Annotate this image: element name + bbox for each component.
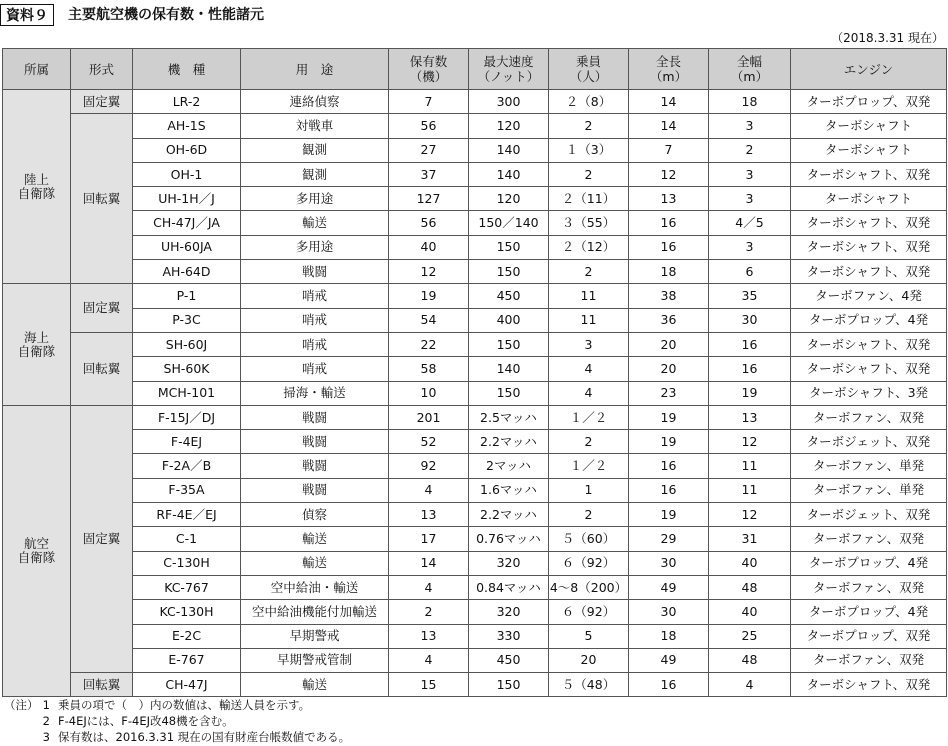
- length-cell: 20: [629, 332, 709, 356]
- count-cell: 13: [389, 503, 469, 527]
- model-cell: KC-767: [133, 575, 241, 599]
- header-speed: 最大速度 （ノット）: [469, 49, 549, 90]
- org-cell: 航空 自衛隊: [3, 405, 71, 697]
- engine-cell: ターボファン、双発: [791, 575, 947, 599]
- model-cell: UH-60JA: [133, 235, 241, 259]
- count-cell: 92: [389, 454, 469, 478]
- length-cell: 13: [629, 187, 709, 211]
- crew-cell: ５（60）: [549, 527, 629, 551]
- engine-cell: ターボシャフト、双発: [791, 211, 947, 235]
- crew-cell: 2: [549, 260, 629, 284]
- speed-cell: 450: [469, 284, 549, 308]
- speed-cell: 150: [469, 332, 549, 356]
- speed-cell: 0.84マッハ: [469, 575, 549, 599]
- speed-cell: 120: [469, 114, 549, 138]
- length-cell: 18: [629, 624, 709, 648]
- table-row: [3, 503, 947, 527]
- count-cell: 56: [389, 211, 469, 235]
- engine-cell: ターボプロップ、4発: [791, 600, 947, 624]
- count-cell: 27: [389, 138, 469, 162]
- model-cell: F-4EJ: [133, 430, 241, 454]
- use-cell: 観測: [241, 162, 389, 186]
- count-cell: 127: [389, 187, 469, 211]
- crew-cell: 2: [549, 503, 629, 527]
- speed-cell: 150: [469, 260, 549, 284]
- width-cell: 3: [709, 162, 791, 186]
- speed-cell: 450: [469, 648, 549, 672]
- length-cell: 16: [629, 211, 709, 235]
- use-cell: 輸送: [241, 551, 389, 575]
- model-cell: OH-6D: [133, 138, 241, 162]
- speed-cell: 0.76マッハ: [469, 527, 549, 551]
- length-cell: 49: [629, 575, 709, 599]
- length-cell: 20: [629, 357, 709, 381]
- table-row: [3, 575, 947, 599]
- model-cell: SH-60J: [133, 332, 241, 356]
- speed-cell: 400: [469, 308, 549, 332]
- length-cell: 18: [629, 260, 709, 284]
- crew-cell: 20: [549, 648, 629, 672]
- table-row: [3, 187, 947, 211]
- use-cell: 戦闘: [241, 454, 389, 478]
- header-crew: 乗員 （人）: [549, 49, 629, 90]
- count-cell: 37: [389, 162, 469, 186]
- width-cell: 40: [709, 600, 791, 624]
- document-title: 主要航空機の保有数・性能諸元: [68, 7, 264, 23]
- as-of-date: （2018.3.31 現在）: [831, 31, 944, 45]
- notes-prefix: （注）: [4, 698, 39, 712]
- use-cell: 連絡偵察: [241, 90, 389, 114]
- count-cell: 40: [389, 235, 469, 259]
- engine-cell: ターボシャフト、双発: [791, 260, 947, 284]
- use-cell: 戦闘: [241, 430, 389, 454]
- count-cell: 4: [389, 478, 469, 502]
- engine-cell: ターボプロップ、双発: [791, 90, 947, 114]
- count-cell: 7: [389, 90, 469, 114]
- table-row: [3, 90, 947, 114]
- crew-cell: 2: [549, 162, 629, 186]
- length-cell: 14: [629, 114, 709, 138]
- crew-cell: １（3）: [549, 138, 629, 162]
- speed-cell: 150: [469, 235, 549, 259]
- header-length: 全長 （m）: [629, 49, 709, 90]
- length-cell: 16: [629, 454, 709, 478]
- table-row: [3, 284, 947, 308]
- model-cell: LR-2: [133, 90, 241, 114]
- width-cell: 16: [709, 332, 791, 356]
- count-cell: 54: [389, 308, 469, 332]
- engine-cell: ターボシャフト、双発: [791, 673, 947, 697]
- use-cell: 空中給油・輸送: [241, 575, 389, 599]
- width-cell: 18: [709, 90, 791, 114]
- count-cell: 52: [389, 430, 469, 454]
- speed-cell: 1.6マッハ: [469, 478, 549, 502]
- width-cell: 48: [709, 648, 791, 672]
- width-cell: 19: [709, 381, 791, 405]
- use-cell: 多用途: [241, 187, 389, 211]
- model-cell: OH-1: [133, 162, 241, 186]
- engine-cell: ターボファン、単発: [791, 478, 947, 502]
- model-cell: MCH-101: [133, 381, 241, 405]
- table-row: [3, 527, 947, 551]
- table-header-row: [3, 49, 947, 90]
- engine-cell: ターボシャフト: [791, 114, 947, 138]
- engine-cell: ターボシャフト: [791, 187, 947, 211]
- kind-cell: 回転翼: [71, 673, 133, 697]
- speed-cell: 2.2マッハ: [469, 503, 549, 527]
- crew-cell: １／２: [549, 405, 629, 429]
- table-row: [3, 673, 947, 697]
- crew-cell: ５（48）: [549, 673, 629, 697]
- header-model: 機 種: [133, 49, 241, 90]
- use-cell: 早期警戒: [241, 624, 389, 648]
- width-cell: 31: [709, 527, 791, 551]
- use-cell: 掃海・輸送: [241, 381, 389, 405]
- table-row: [3, 551, 947, 575]
- engine-cell: ターボプロップ、4発: [791, 551, 947, 575]
- model-cell: AH-1S: [133, 114, 241, 138]
- count-cell: 201: [389, 405, 469, 429]
- length-cell: 16: [629, 478, 709, 502]
- speed-cell: 140: [469, 357, 549, 381]
- crew-cell: １／２: [549, 454, 629, 478]
- kind-cell: 固定翼: [71, 284, 133, 333]
- header-engine: エンジン: [791, 49, 947, 90]
- crew-cell: 4: [549, 357, 629, 381]
- engine-cell: ターボシャフト、双発: [791, 332, 947, 356]
- width-cell: 4／5: [709, 211, 791, 235]
- count-cell: 15: [389, 673, 469, 697]
- length-cell: 19: [629, 430, 709, 454]
- use-cell: 戦闘: [241, 260, 389, 284]
- count-cell: 4: [389, 575, 469, 599]
- speed-cell: 140: [469, 138, 549, 162]
- table-row: [3, 162, 947, 186]
- header-use: 用 途: [241, 49, 389, 90]
- model-cell: KC-130H: [133, 600, 241, 624]
- engine-cell: ターボファン、4発: [791, 284, 947, 308]
- speed-cell: 2.5マッハ: [469, 405, 549, 429]
- notes: [4, 697, 350, 745]
- use-cell: 輸送: [241, 527, 389, 551]
- use-cell: 偵察: [241, 503, 389, 527]
- crew-cell: 1: [549, 478, 629, 502]
- kind-cell: 回転翼: [71, 114, 133, 284]
- table-row: [3, 430, 947, 454]
- engine-cell: ターボジェット、双発: [791, 503, 947, 527]
- engine-cell: ターボプロップ、双発: [791, 624, 947, 648]
- speed-cell: 150: [469, 381, 549, 405]
- count-cell: 56: [389, 114, 469, 138]
- length-cell: 36: [629, 308, 709, 332]
- model-cell: F-35A: [133, 478, 241, 502]
- table-row: [3, 308, 947, 332]
- use-cell: 戦闘: [241, 478, 389, 502]
- model-cell: E-2C: [133, 624, 241, 648]
- engine-cell: ターボシャフト、3発: [791, 381, 947, 405]
- use-cell: 哨戒: [241, 357, 389, 381]
- model-cell: F-2A／B: [133, 454, 241, 478]
- length-cell: 7: [629, 138, 709, 162]
- speed-cell: 2.2マッハ: [469, 430, 549, 454]
- model-cell: F-15J／DJ: [133, 405, 241, 429]
- use-cell: 多用途: [241, 235, 389, 259]
- model-cell: C-130H: [133, 551, 241, 575]
- table-row: [3, 114, 947, 138]
- width-cell: 3: [709, 114, 791, 138]
- crew-cell: ２（12）: [549, 235, 629, 259]
- length-cell: 19: [629, 405, 709, 429]
- org-cell: 海上 自衛隊: [3, 284, 71, 405]
- crew-cell: 2: [549, 114, 629, 138]
- count-cell: 2: [389, 600, 469, 624]
- width-cell: 25: [709, 624, 791, 648]
- table-row: [3, 332, 947, 356]
- count-cell: 22: [389, 332, 469, 356]
- table-body: [3, 90, 947, 697]
- speed-cell: 150: [469, 673, 549, 697]
- crew-cell: 4: [549, 381, 629, 405]
- model-cell: AH-64D: [133, 260, 241, 284]
- length-cell: 19: [629, 503, 709, 527]
- speed-cell: 2マッハ: [469, 454, 549, 478]
- aircraft-table: [2, 48, 947, 697]
- crew-cell: 5: [549, 624, 629, 648]
- model-cell: P-3C: [133, 308, 241, 332]
- width-cell: 11: [709, 478, 791, 502]
- model-cell: P-1: [133, 284, 241, 308]
- table-row: [3, 405, 947, 429]
- length-cell: 14: [629, 90, 709, 114]
- use-cell: 哨戒: [241, 284, 389, 308]
- document-number-label: 資料９: [0, 4, 54, 26]
- use-cell: 哨戒: [241, 332, 389, 356]
- speed-cell: 300: [469, 90, 549, 114]
- count-cell: 4: [389, 648, 469, 672]
- width-cell: 3: [709, 235, 791, 259]
- width-cell: 13: [709, 405, 791, 429]
- speed-cell: 120: [469, 187, 549, 211]
- header-width: 全幅 （m）: [709, 49, 791, 90]
- table-row: [3, 454, 947, 478]
- count-cell: 19: [389, 284, 469, 308]
- width-cell: 12: [709, 430, 791, 454]
- use-cell: 戦闘: [241, 405, 389, 429]
- count-cell: 12: [389, 260, 469, 284]
- speed-cell: 140: [469, 162, 549, 186]
- width-cell: 4: [709, 673, 791, 697]
- length-cell: 23: [629, 381, 709, 405]
- width-cell: 2: [709, 138, 791, 162]
- engine-cell: ターボファン、双発: [791, 648, 947, 672]
- length-cell: 38: [629, 284, 709, 308]
- kind-cell: 固定翼: [71, 90, 133, 114]
- table-row: [3, 624, 947, 648]
- crew-cell: 2: [549, 430, 629, 454]
- table-row: [3, 138, 947, 162]
- speed-cell: 320: [469, 551, 549, 575]
- crew-cell: 3: [549, 332, 629, 356]
- table-row: [3, 478, 947, 502]
- count-cell: 10: [389, 381, 469, 405]
- speed-cell: 330: [469, 624, 549, 648]
- crew-cell: ６（92）: [549, 551, 629, 575]
- crew-cell: ２（11）: [549, 187, 629, 211]
- use-cell: 空中給油機能付加輸送: [241, 600, 389, 624]
- speed-cell: 320: [469, 600, 549, 624]
- model-cell: E-767: [133, 648, 241, 672]
- model-cell: UH-1H／J: [133, 187, 241, 211]
- note-item: （注） 1 乗員の項で（ ）内の数値は、輸送人員を示す。: [4, 698, 311, 712]
- table-row: [3, 235, 947, 259]
- count-cell: 58: [389, 357, 469, 381]
- crew-cell: 11: [549, 308, 629, 332]
- count-cell: 13: [389, 624, 469, 648]
- engine-cell: ターボシャフト、双発: [791, 357, 947, 381]
- engine-cell: ターボジェット、双発: [791, 430, 947, 454]
- header-org: 所属: [3, 49, 71, 90]
- crew-cell: ６（92）: [549, 600, 629, 624]
- crew-cell: ３（55）: [549, 211, 629, 235]
- count-cell: 14: [389, 551, 469, 575]
- crew-cell: 11: [549, 284, 629, 308]
- use-cell: 観測: [241, 138, 389, 162]
- use-cell: 対戦車: [241, 114, 389, 138]
- engine-cell: ターボファン、双発: [791, 405, 947, 429]
- model-cell: SH-60K: [133, 357, 241, 381]
- engine-cell: ターボシャフト、双発: [791, 235, 947, 259]
- model-cell: RF-4E／EJ: [133, 503, 241, 527]
- table-row: [3, 260, 947, 284]
- engine-cell: ターボファン、双発: [791, 527, 947, 551]
- note-item: 2 F-4EJには、F-4EJ改48機を含む。: [42, 714, 234, 728]
- width-cell: 30: [709, 308, 791, 332]
- width-cell: 35: [709, 284, 791, 308]
- header-kind: 形式: [71, 49, 133, 90]
- length-cell: 16: [629, 673, 709, 697]
- engine-cell: ターボシャフト: [791, 138, 947, 162]
- use-cell: 哨戒: [241, 308, 389, 332]
- width-cell: 6: [709, 260, 791, 284]
- table-row: [3, 357, 947, 381]
- count-cell: 17: [389, 527, 469, 551]
- table-row: [3, 648, 947, 672]
- table-row: [3, 600, 947, 624]
- width-cell: 16: [709, 357, 791, 381]
- use-cell: 輸送: [241, 673, 389, 697]
- model-cell: C-1: [133, 527, 241, 551]
- document-header: [0, 0, 948, 30]
- engine-cell: ターボファン、単発: [791, 454, 947, 478]
- width-cell: 11: [709, 454, 791, 478]
- header-count: 保有数 （機）: [389, 49, 469, 90]
- width-cell: 3: [709, 187, 791, 211]
- model-cell: CH-47J: [133, 673, 241, 697]
- kind-cell: 回転翼: [71, 332, 133, 405]
- crew-cell: ２（8）: [549, 90, 629, 114]
- model-cell: CH-47J／JA: [133, 211, 241, 235]
- width-cell: 12: [709, 503, 791, 527]
- engine-cell: ターボシャフト、双発: [791, 162, 947, 186]
- use-cell: 早期警戒管制: [241, 648, 389, 672]
- note-item: 3 保有数は、2016.3.31 現在の国有財産台帳数値である。: [42, 730, 351, 744]
- use-cell: 輸送: [241, 211, 389, 235]
- engine-cell: ターボプロップ、4発: [791, 308, 947, 332]
- length-cell: 30: [629, 600, 709, 624]
- table-row: [3, 211, 947, 235]
- length-cell: 16: [629, 235, 709, 259]
- crew-cell: 4～8（200）: [549, 575, 629, 599]
- width-cell: 40: [709, 551, 791, 575]
- width-cell: 48: [709, 575, 791, 599]
- speed-cell: 150／140: [469, 211, 549, 235]
- length-cell: 12: [629, 162, 709, 186]
- table-row: [3, 381, 947, 405]
- org-cell: 陸上 自衛隊: [3, 90, 71, 284]
- length-cell: 49: [629, 648, 709, 672]
- length-cell: 29: [629, 527, 709, 551]
- length-cell: 30: [629, 551, 709, 575]
- kind-cell: 固定翼: [71, 405, 133, 672]
